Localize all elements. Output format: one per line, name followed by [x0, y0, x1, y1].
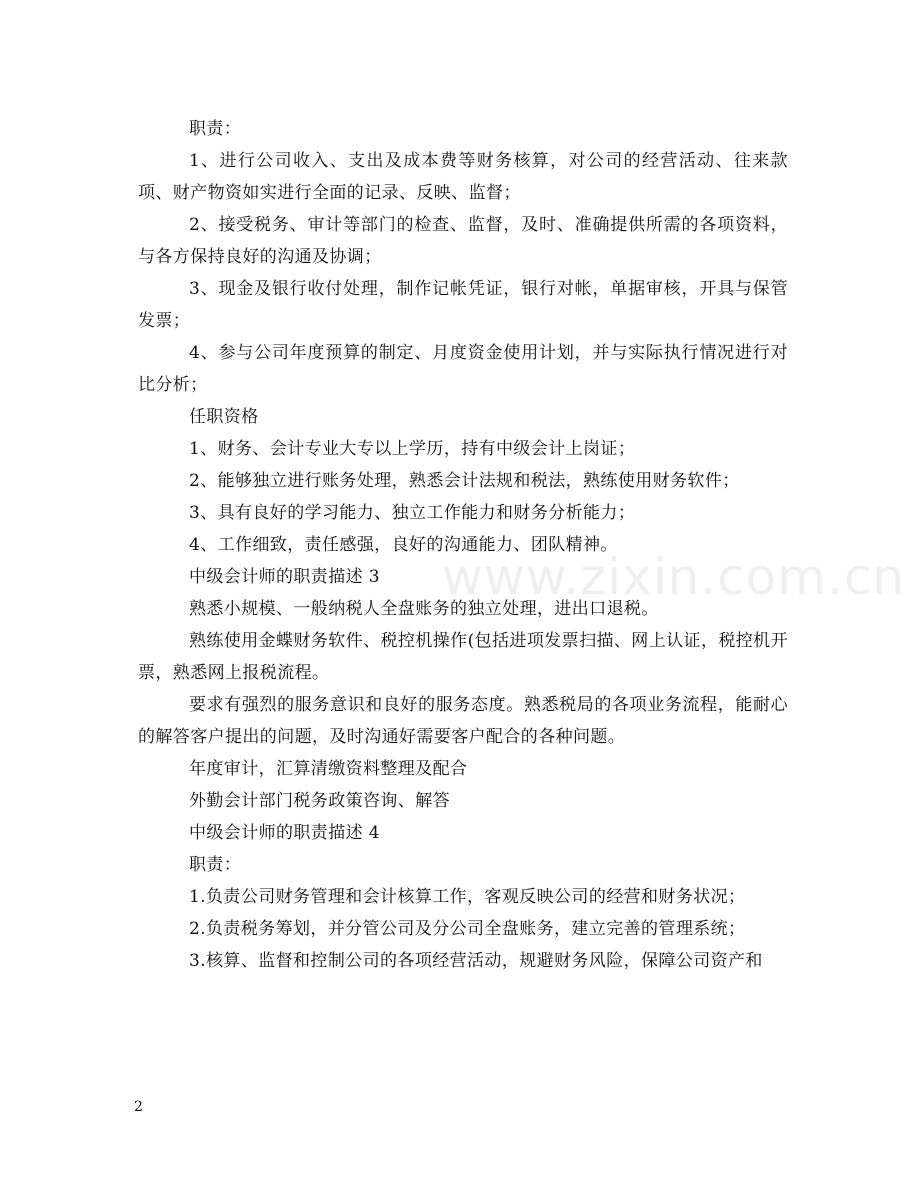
heading-qualifications: 任职资格	[189, 407, 259, 427]
duty-item-1: 1、进行公司收入、支出及成本费等财务核算，对公司的经营活动、往来款项、财产物资如实进行全面的记录、反映、监督；	[138, 151, 788, 203]
page-number: 2	[134, 1099, 143, 1115]
watermark: www.zixin.com.cn	[442, 548, 906, 606]
section-heading-4: 中级会计师的职责描述 4	[189, 823, 381, 843]
duty-item-4: 4、参与公司年度预算的制定、月度资金使用计划，并与实际执行情况进行对比分析；	[138, 343, 788, 395]
document-body	[138, 113, 788, 977]
section-3-paragraph-1: 熟悉小规模、一般纳税人全盘账务的独立处理，进出口退税。	[189, 599, 659, 619]
qualification-item-3: 3、具有良好的学习能力、独立工作能力和财务分析能力；	[189, 503, 636, 523]
section-4-item-2: 2.负责税务筹划，并分管公司及分公司全盘账务，建立完善的管理系统；	[189, 919, 746, 939]
section-4-item-1: 1.负责公司财务管理和会计核算工作，客观反映公司的经营和财务状况；	[189, 887, 746, 907]
section-3-paragraph-3: 要求有强烈的服务意识和良好的服务态度。熟悉税局的各项业务流程，能耐心的解答客户提出的问题，及时沟通好需要客户配合的各种问题。	[138, 695, 788, 747]
qualification-item-4: 4、工作细致，责任感强，良好的沟通能力、团队精神。	[189, 535, 618, 555]
qualification-item-1: 1、财务、会计专业大专以上学历，持有中级会计上岗证；	[189, 439, 636, 459]
section-heading-3: 中级会计师的职责描述 3	[189, 567, 381, 587]
heading-duties: 职责：	[189, 119, 242, 139]
qualification-item-2: 2、能够独立进行账务处理，熟悉会计法规和税法，熟练使用财务软件；	[189, 471, 740, 491]
heading-duties-4: 职责：	[189, 855, 242, 875]
section-3-paragraph-5: 外勤会计部门税务政策咨询、解答	[189, 791, 450, 811]
duty-item-2: 2、接受税务、审计等部门的检查、监督，及时、准确提供所需的各项资料，与各方保持良好的沟通及协调；	[138, 215, 788, 267]
section-3-paragraph-4: 年度审计，汇算清缴资料整理及配合	[189, 759, 468, 779]
duty-item-3: 3、现金及银行收付处理，制作记帐凭证，银行对帐，单据审核，开具与保管发票；	[138, 279, 788, 331]
section-4-item-3: 3.核算、监督和控制公司的各项经营活动，规避财务风险，保障公司资产和	[189, 951, 763, 971]
section-3-paragraph-2: 熟练使用金蝶财务软件、税控机操作(包括进项发票扫描、网上认证，税控机开票，熟悉网上报税流程。	[138, 631, 788, 683]
